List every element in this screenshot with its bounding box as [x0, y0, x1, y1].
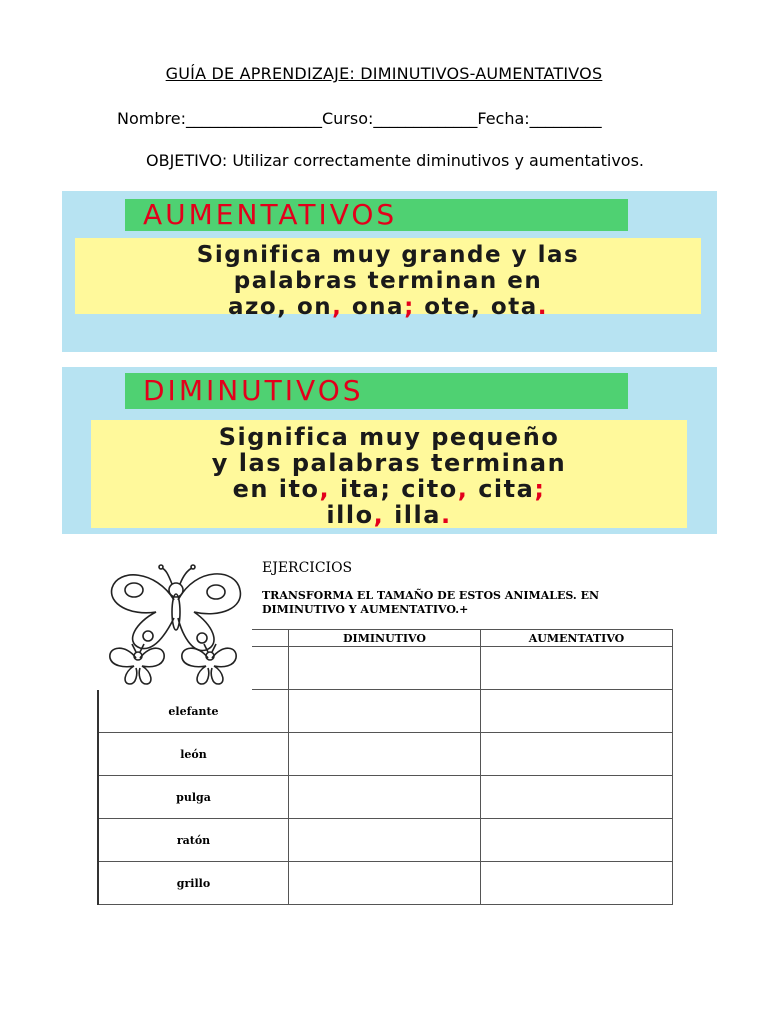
animal-cell: ratón: [98, 819, 288, 862]
exercises-title: EJERCICIOS: [262, 560, 353, 576]
aumentativo-answer-cell[interactable]: [480, 819, 672, 862]
diminutivos-heading: DIMINUTIVOS: [125, 373, 628, 409]
aumentativos-line-3: azo, on, ona; ote, ota.: [227, 294, 548, 320]
aumentativos-panel: [62, 191, 717, 352]
diminutivo-answer-cell[interactable]: [288, 819, 480, 862]
animal-cell: elefante: [98, 690, 288, 733]
objective-text: OBJETIVO: Utilizar correctamente diminutivos y aumentativos.: [146, 151, 644, 170]
diminutivo-answer-cell[interactable]: [288, 690, 480, 733]
diminutivos-line-4: illo, illa.: [326, 501, 452, 529]
diminutivo-answer-cell[interactable]: [288, 862, 480, 905]
aumentativos-heading: AUMENTATIVOS: [125, 199, 628, 231]
aumentativo-answer-cell[interactable]: [480, 862, 672, 905]
aumentativo-answer-cell[interactable]: [480, 647, 672, 690]
table-row: [98, 819, 673, 862]
table-row: [98, 776, 673, 819]
diminutivos-line-3: en ito, ita; cito, cita;: [232, 475, 546, 503]
aumentativo-answer-cell[interactable]: [480, 690, 672, 733]
diminutivo-answer-cell[interactable]: [288, 776, 480, 819]
page-title: GUÍA DE APRENDIZAJE: DIMINUTIVOS-AUMENTATIVOS: [165, 64, 603, 83]
diminutivos-line-1: Significa muy pequeño: [218, 423, 560, 451]
aumentativos-definition: [75, 238, 701, 320]
student-info-line: Nombre:_________________Curso:_____________Fecha:_________: [117, 109, 602, 128]
table-row: [98, 690, 673, 733]
diminutivo-answer-cell[interactable]: [288, 647, 480, 690]
exercises-instruction: TRANSFORMA EL TAMAÑO DE ESTOS ANIMALES. EN DIMINUTIVO Y AUMENTATIVO.+: [262, 589, 600, 616]
butterfly-icon: [96, 560, 252, 690]
aumentativo-answer-cell[interactable]: [480, 776, 672, 819]
table-row: [98, 862, 673, 905]
animal-cell: pulga: [98, 776, 288, 819]
table-row: [98, 733, 673, 776]
aumentativos-line-1: Significa muy grande y las: [196, 242, 580, 268]
aumentativos-line-2: palabras terminan en: [233, 268, 543, 294]
aumentativo-answer-cell[interactable]: [480, 733, 672, 776]
diminutivos-panel: [62, 367, 717, 534]
diminutivo-answer-cell[interactable]: [288, 733, 480, 776]
header-diminutivo: DIMINUTIVO: [288, 630, 480, 647]
header-aumentativo: AUMENTATIVO: [480, 630, 672, 647]
diminutivos-definition: [91, 420, 687, 528]
diminutivos-line-2: y las palabras terminan: [211, 449, 567, 477]
animal-cell: grillo: [98, 862, 288, 905]
animal-cell: león: [98, 733, 288, 776]
